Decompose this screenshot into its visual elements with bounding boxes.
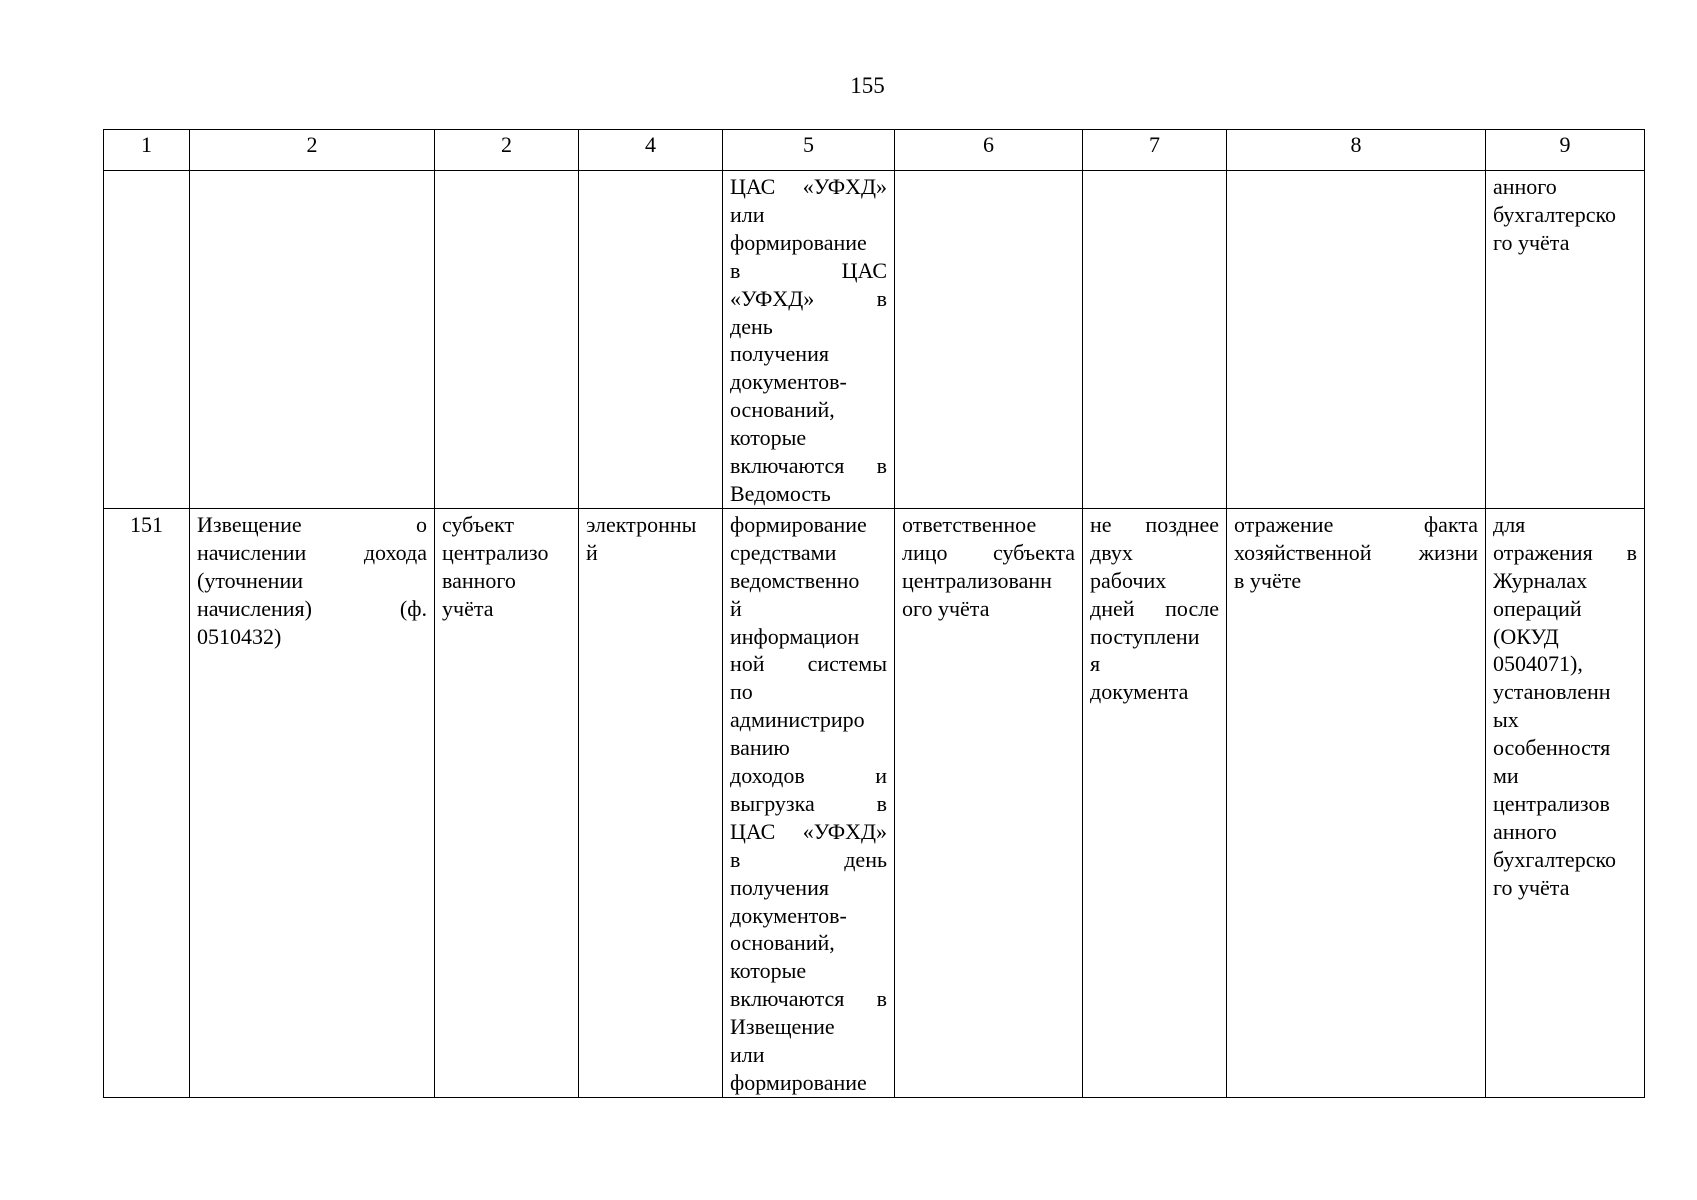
header-cell: 1 (104, 130, 190, 171)
cell-text-line: выгрузка в (730, 790, 887, 816)
cell-text-line: в день (730, 846, 887, 872)
cell-text-line: начисления) (ф. (197, 595, 427, 621)
header-cell: 9 (1486, 130, 1645, 171)
cell-text-line: Извещение о (197, 511, 427, 537)
cell-text-line: или (730, 201, 765, 227)
cell-text-line: централизов (1493, 790, 1610, 816)
header-cell: 2 (190, 130, 435, 171)
cell-text-line: бухгалтерско (1493, 846, 1617, 872)
cell-text-line: учёта (442, 595, 494, 621)
creator-cell (435, 508, 579, 1097)
cell-text-line: которые (730, 958, 807, 984)
purpose-cell (1227, 171, 1486, 509)
cell-text-line: поступлени (1090, 623, 1200, 649)
header-row (104, 130, 1645, 171)
cell-text-line: дней после (1090, 595, 1219, 621)
cell-text-line: информацион (730, 623, 860, 649)
cell-text-line: 0504071), (1493, 651, 1583, 677)
cell-text-line: получения (730, 874, 829, 900)
cell-text-line: установленн (1493, 679, 1611, 705)
cell-text-line: оснований, (730, 397, 835, 423)
cell-text-line: «УФХД» в (730, 285, 887, 311)
cell-text-line: (ОКУД (1493, 623, 1559, 649)
cell-text-line: ЦАС «УФХД» (730, 818, 887, 844)
cell-text-line: формирование (730, 511, 867, 537)
cell-text-line: ых (1493, 707, 1519, 733)
cell-text-line: начислении дохода (197, 539, 427, 565)
cell-text-line: ной системы (730, 651, 887, 677)
cell-text-line: документа (1090, 679, 1189, 705)
header-cell: 2 (435, 130, 579, 171)
deadline-cell (1083, 171, 1227, 509)
cell-text-line: в учёте (1234, 567, 1302, 593)
format-cell (579, 171, 723, 509)
cell-text-line: включаются в (730, 986, 887, 1012)
table-row (104, 171, 1645, 509)
cell-text-line: 0510432) (197, 623, 282, 649)
header-cell: 6 (895, 130, 1083, 171)
procedure-cell (723, 171, 895, 509)
cell-text-line: анного (1493, 818, 1557, 844)
usage-cell (1486, 508, 1645, 1097)
row-number-cell (104, 171, 190, 509)
format-cell (579, 508, 723, 1097)
cell-text-line: доходов и (730, 763, 887, 789)
cell-text-line: отражение факта (1234, 511, 1478, 537)
cell-text-line: отражения в (1493, 539, 1637, 565)
usage-cell (1486, 171, 1645, 509)
document-name-cell (190, 171, 435, 509)
cell-text-line: лицо субъекта (902, 539, 1075, 565)
cell-text-line: ЦАС «УФХД» (730, 174, 887, 199)
cell-text-line: централизованн (902, 567, 1052, 593)
cell-text-line: формирование (730, 1070, 867, 1095)
cell-text-line: документов- (730, 902, 847, 928)
cell-text-line: ответственное (902, 511, 1037, 537)
cell-text-line: включаются в (730, 453, 887, 479)
cell-text-line: Ведомость (730, 480, 831, 506)
cell-text-line: электронны (586, 511, 697, 537)
responsible-cell (895, 508, 1083, 1097)
cell-text-line: получения (730, 341, 829, 367)
cell-text-line: централизо (442, 539, 549, 565)
cell-text-line: 151 (130, 511, 163, 537)
table-row (104, 508, 1645, 1097)
cell-text-line: особенностя (1493, 735, 1611, 761)
cell-text-line: оснований, (730, 930, 835, 956)
cell-text-line: ми (1493, 763, 1519, 789)
cell-text-line: средствами (730, 539, 837, 565)
cell-text-line: Извещение (730, 1014, 835, 1040)
cell-text-line: которые (730, 425, 807, 451)
document-table (103, 129, 1645, 1098)
cell-text-line: документов- (730, 369, 847, 395)
cell-text-line: не позднее (1090, 511, 1219, 537)
responsible-cell (895, 171, 1083, 509)
cell-text-line: Журналах (1493, 567, 1588, 593)
row-number-cell (104, 508, 190, 1097)
cell-text-line: анного (1493, 174, 1557, 199)
cell-text-line: формирование (730, 229, 867, 255)
procedure-cell (723, 508, 895, 1097)
cell-text-line: ого учёта (902, 595, 990, 621)
purpose-cell (1227, 508, 1486, 1097)
cell-text-line: день (730, 313, 773, 339)
cell-text-line: хозяйственной жизни (1234, 539, 1478, 565)
cell-text-line: ванию (730, 735, 790, 761)
cell-text-line: (уточнении (197, 567, 304, 593)
cell-text-line: администриро (730, 707, 865, 733)
cell-text-line: й (730, 595, 742, 621)
cell-text-line: го учёта (1493, 229, 1570, 255)
cell-text-line: бухгалтерско (1493, 201, 1617, 227)
document-name-cell (190, 508, 435, 1097)
cell-text-line: й (586, 539, 598, 565)
cell-text-line: ванного (442, 567, 516, 593)
deadline-cell (1083, 508, 1227, 1097)
cell-text-line: го учёта (1493, 874, 1570, 900)
page-number: 155 (850, 73, 885, 98)
cell-text-line: двух (1090, 539, 1133, 565)
cell-text-line: или (730, 1042, 765, 1068)
cell-text-line: субъект (442, 511, 514, 537)
cell-text-line: для (1493, 511, 1526, 537)
cell-text-line: по (730, 679, 753, 705)
header-cell: 5 (723, 130, 895, 171)
cell-text-line: операций (1493, 595, 1582, 621)
cell-text-line: я (1090, 651, 1101, 677)
header-cell: 7 (1083, 130, 1227, 171)
cell-text-line: рабочих (1090, 567, 1167, 593)
header-cell: 8 (1227, 130, 1486, 171)
header-cell: 4 (579, 130, 723, 171)
cell-text-line: в ЦАС (730, 257, 887, 283)
creator-cell (435, 171, 579, 509)
cell-text-line: ведомственно (730, 567, 860, 593)
